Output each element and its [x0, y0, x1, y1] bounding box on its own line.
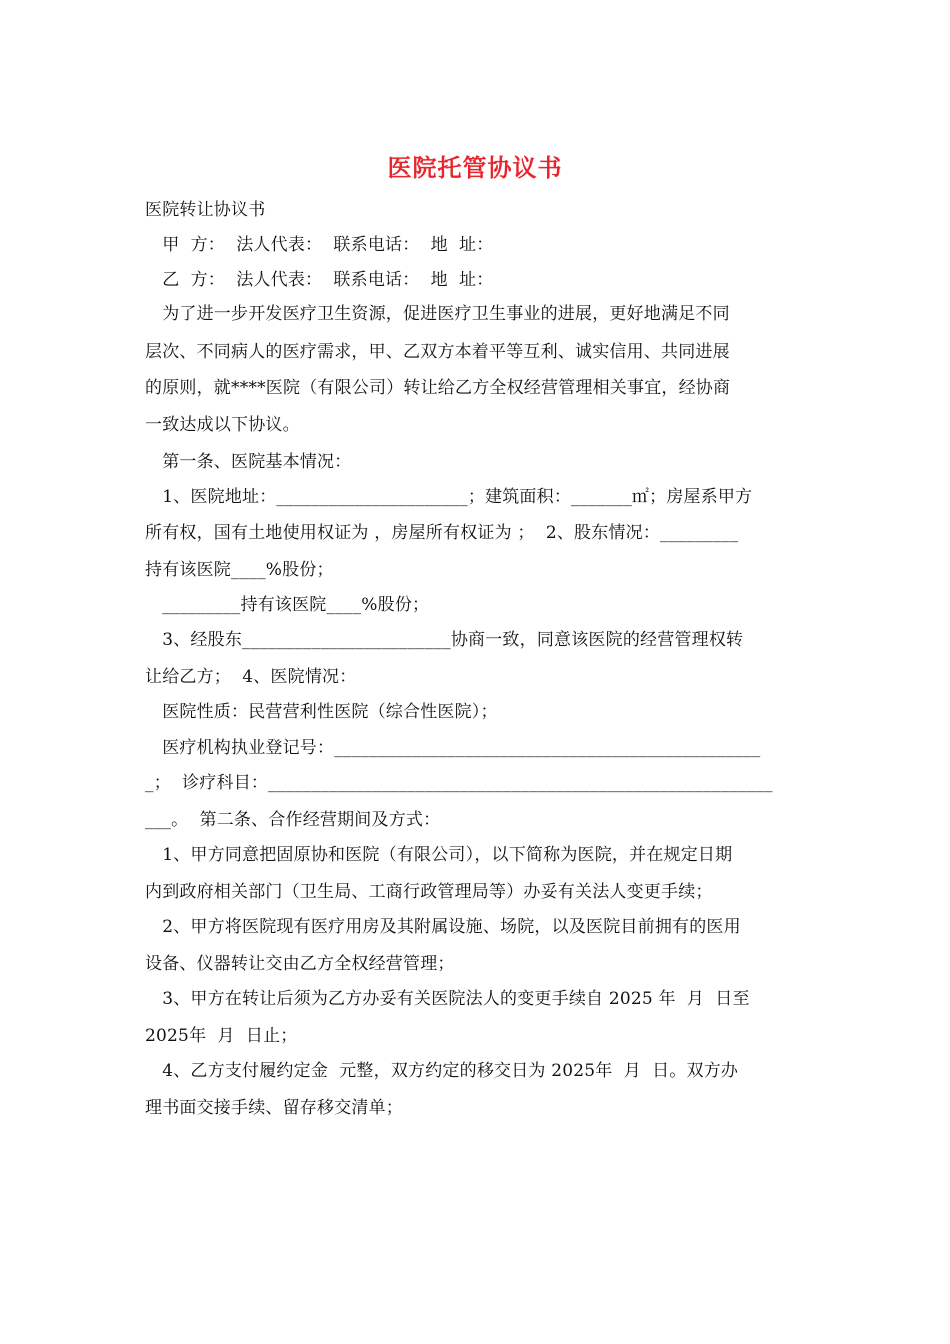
text-line: 一致达成以下协议。: [145, 415, 300, 435]
text-line: 2、甲方将医院现有医疗用房及其附属设施、场院，以及医院目前拥有的医用: [145, 917, 741, 937]
text-line: _； 诊疗科目：__________________________________________________________: [145, 773, 773, 793]
document-title: 医院托管协议书: [387, 153, 563, 182]
party-b-line: 乙 方： 法人代表： 联系电话： 地 址：: [145, 270, 494, 290]
text-line: 所有权，国有土地使用权证为 ，房屋所有权证为 ； 2、股东情况：_________: [145, 523, 739, 543]
text-line: 让给乙方； 4、医院情况：: [145, 667, 357, 687]
text-line: 3、甲方在转让后须为乙方办妥有关医院法人的变更手续自 2025 年 月 日至: [145, 989, 750, 1009]
subtitle-line: 医院转让协议书: [145, 200, 266, 220]
text-line: 层次、不同病人的医疗需求，甲、乙双方本着平等互利、诚实信用、共同进展: [145, 342, 730, 362]
text-line: 1、甲方同意把固原协和医院（有限公司），以下简称为医院，并在规定日期: [145, 845, 733, 865]
text-line: 持有该医院____%股份；: [145, 560, 334, 580]
section-heading: ___。 第二条、合作经营期间及方式：: [145, 810, 441, 830]
text-line: 的原则，就****医院（有限公司）转让给乙方全权经营管理相关事宜，经协商: [145, 378, 731, 398]
text-line: _________持有该医院____%股份；: [145, 595, 430, 615]
text-line: 3、经股东________________________协商一致，同意该医院的经营管理权转: [145, 630, 744, 650]
text-line: 为了进一步开发医疗卫生资源，促进医疗卫生事业的进展，更好地满足不同: [145, 304, 730, 324]
text-line: 4、乙方支付履约定金 元整，双方约定的移交日为 2025年 月 日。双方办: [145, 1061, 739, 1081]
party-a-line: 甲 方： 法人代表： 联系电话： 地 址：: [145, 235, 494, 255]
text-line: 医院性质：民营营利性医院（综合性医院）；: [145, 702, 498, 722]
text-line: 设备、仪器转让交由乙方全权经营管理；: [145, 954, 455, 974]
text-line: 2025年 月 日止；: [145, 1026, 298, 1046]
text-line: 理书面交接手续、留存移交清单；: [145, 1098, 403, 1118]
text-line: 医疗机构执业登记号：_________________________________________________: [145, 738, 761, 758]
text-line: 1、医院地址：______________________；建筑面积：_______㎡；房屋系甲方: [145, 487, 753, 507]
section-heading: 第一条、医院基本情况：: [145, 452, 352, 472]
text-line: 内到政府相关部门（卫生局、工商行政管理局等）办妥有关法人变更手续；: [145, 882, 713, 902]
